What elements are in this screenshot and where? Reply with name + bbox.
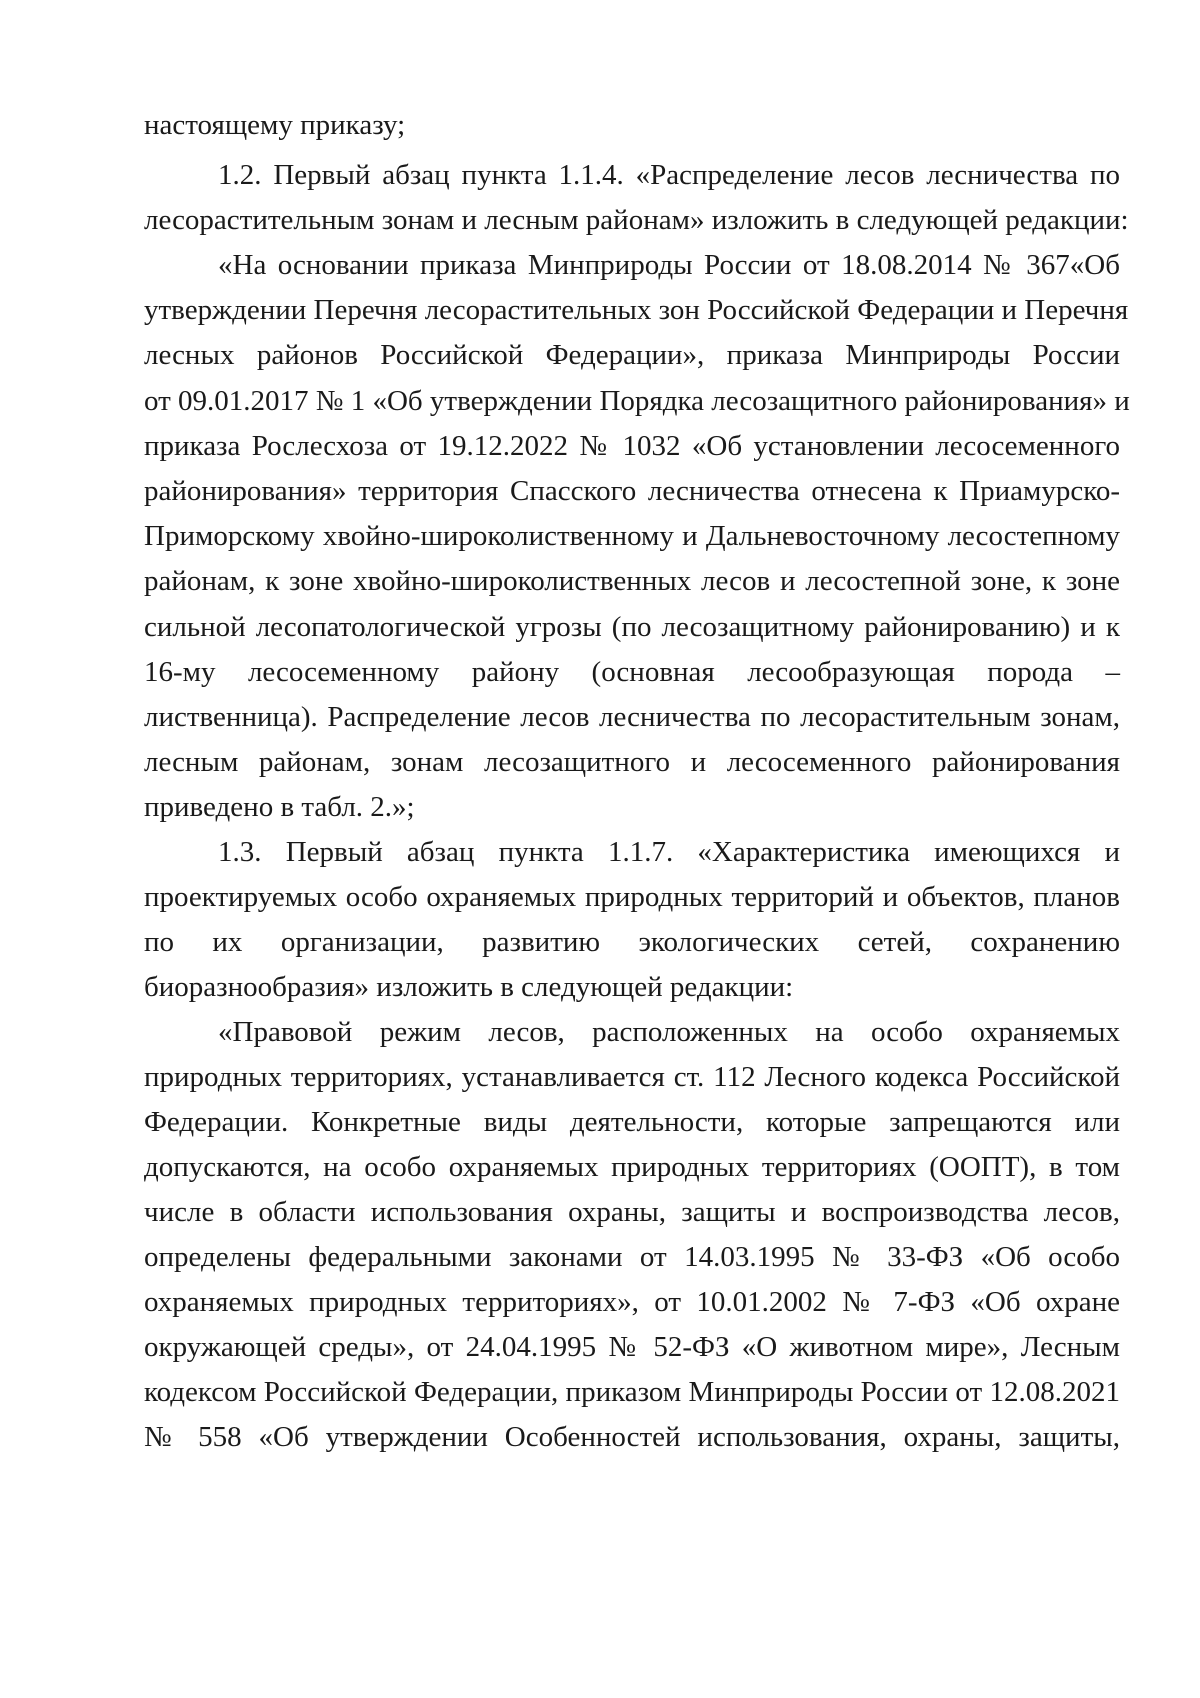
text-line: определены федеральными законами от 14.03.1995 № 33-ФЗ «Об особо: [144, 1241, 1120, 1273]
text-line: кодексом Российской Федерации, приказом Минприроды России от 12.08.2021: [144, 1376, 1120, 1408]
text-line: охраняемых природных территориях», от 10.01.2002 № 7-ФЗ «Об охране: [144, 1286, 1120, 1318]
text-line: лесным районам, зонам лесозащитного и лесосеменного районирования: [144, 746, 1120, 778]
text-line: числе в области использования охраны, защиты и воспроизводства лесов,: [144, 1196, 1120, 1228]
text-line: приказа Рослесхоза от 19.12.2022 № 1032 «Об установлении лесосеменного: [144, 430, 1120, 462]
text-line: лиственница). Распределение лесов лесничества по лесорастительным зонам,: [144, 701, 1120, 733]
text-line: 16-му лесосеменному району (основная лесообразующая порода –: [144, 656, 1120, 688]
text-line: «Правовой режим лесов, расположенных на особо охраняемых: [218, 1016, 1120, 1048]
text-line: природных территориях, устанавливается ст. 112 Лесного кодекса Российской: [144, 1061, 1120, 1093]
text-line: лесных районов Российской Федерации», приказа Минприроды России: [144, 339, 1120, 371]
text-line: районам, к зоне хвойно-широколиственных лесов и лесостепной зоне, к зоне: [144, 565, 1120, 597]
text-line: сильной лесопатологической угрозы (по лесозащитному районированию) и к: [144, 611, 1120, 643]
text-line: районирования» территория Спасского лесничества отнесена к Приамурско-: [144, 475, 1120, 507]
text-line: допускаются, на особо охраняемых природных территориях (ООПТ), в том: [144, 1151, 1120, 1183]
text-line: 1.2. Первый абзац пункта 1.1.4. «Распределение лесов лесничества по: [218, 159, 1120, 191]
text-line: биоразнообразия» изложить в следующей редакции:: [144, 971, 794, 1003]
text-line: утверждении Перечня лесорастительных зон Российской Федерации и Перечня: [144, 294, 1129, 326]
text-line: приведено в табл. 2.»;: [144, 791, 415, 823]
text-line: Федерации. Конкретные виды деятельности, которые запрещаются или: [144, 1106, 1120, 1138]
text-line: Приморскому хвойно-широколиственному и Дальневосточному лесостепному: [144, 520, 1120, 552]
text-line: проектируемых особо охраняемых природных территорий и объектов, планов: [144, 881, 1120, 913]
text-line: по их организации, развитию экологических сетей, сохранению: [144, 926, 1120, 958]
text-line: настоящему приказу;: [144, 109, 406, 141]
text-line: «На основании приказа Минприроды России от 18.08.2014 № 367«Об: [218, 249, 1120, 281]
text-line: № 558 «Об утверждении Особенностей использования, охраны, защиты,: [144, 1421, 1120, 1453]
text-line: от 09.01.2017 № 1 «Об утверждении Порядка лесозащитного районирования» и: [144, 385, 1130, 417]
text-line: 1.3. Первый абзац пункта 1.1.7. «Характеристика имеющихся и: [218, 836, 1120, 868]
text-line: лесорастительным зонам и лесным районам» изложить в следующей редакции:: [144, 204, 1129, 236]
text-line: окружающей среды», от 24.04.1995 № 52-ФЗ «О животном мире», Лесным: [144, 1331, 1120, 1363]
